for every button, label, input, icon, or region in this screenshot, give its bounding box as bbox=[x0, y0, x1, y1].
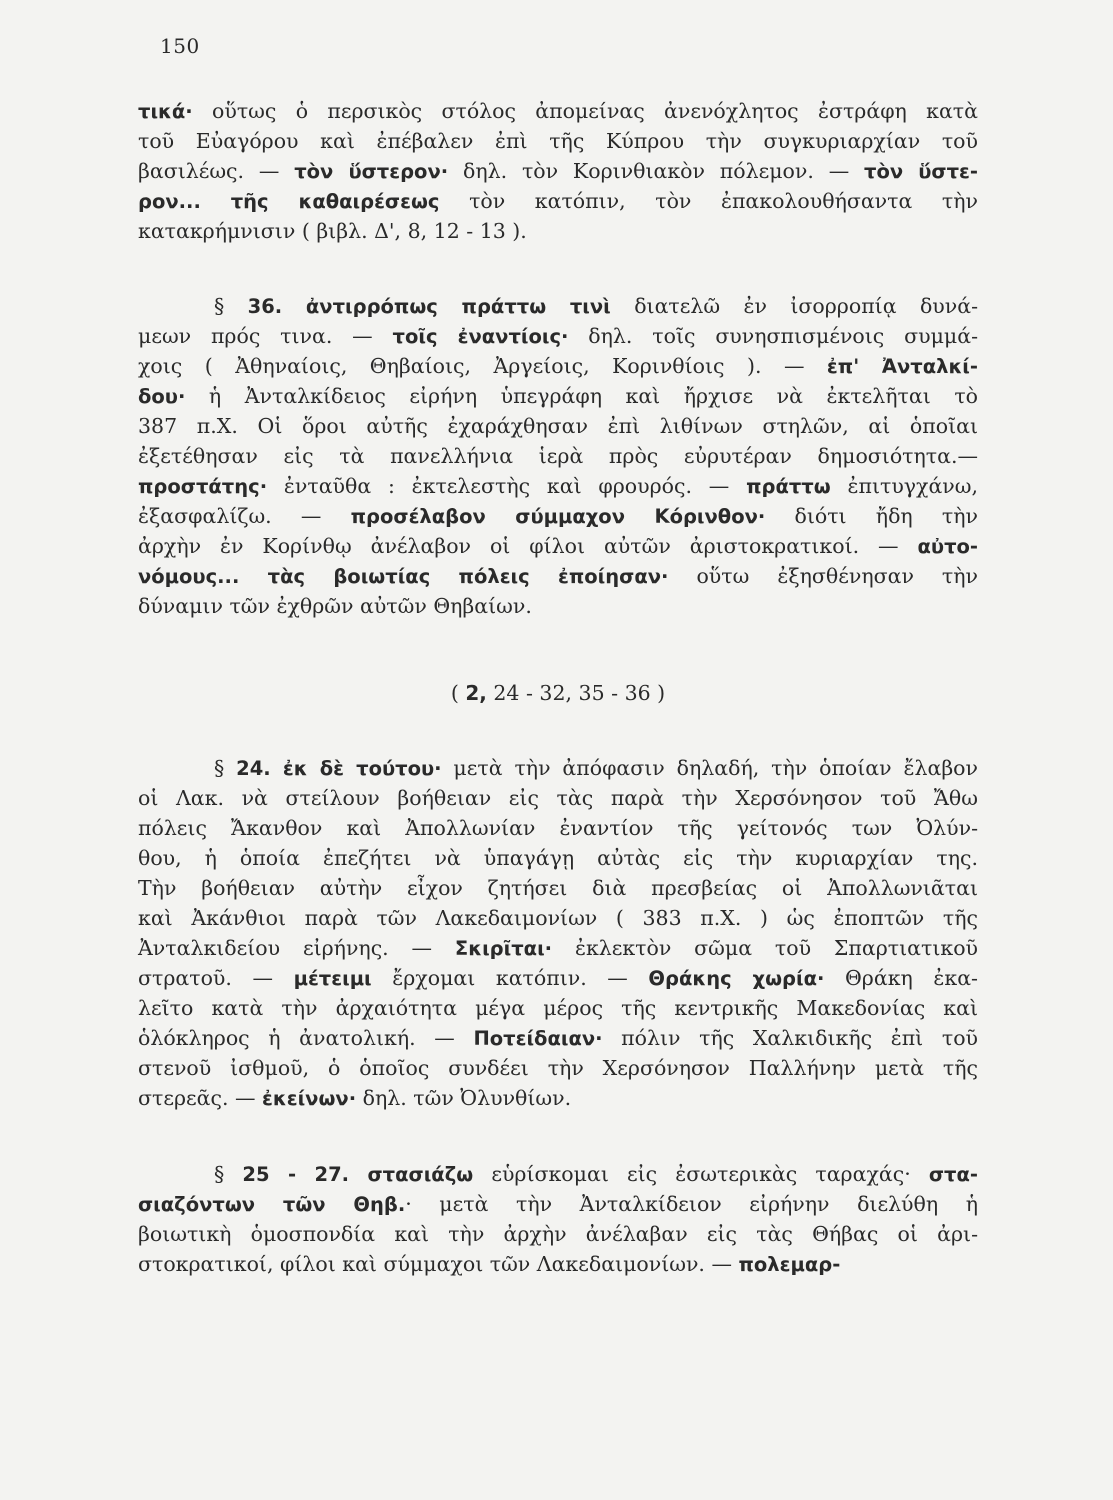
lemma-bold: αὐτο- bbox=[917, 535, 978, 558]
text-segment: κατακρήμνισιν ( βιβλ. Δ', 8, 12 - 13 ). bbox=[138, 219, 527, 243]
text-segment: · μετὰ τὴν Ἀνταλκίδειον εἰρήνην διελύθη ἡ bbox=[405, 1192, 978, 1216]
text-segment: ἐνταῦθα : ἐκτελεστὴς καὶ φρουρός. — bbox=[267, 474, 747, 498]
text-line bbox=[138, 591, 978, 621]
text-segment: § bbox=[214, 294, 248, 318]
text-line bbox=[138, 561, 978, 591]
lemma-bold: προστάτης· bbox=[138, 475, 268, 498]
paragraph-section-25-27 bbox=[138, 1159, 978, 1279]
text-segment: εὑρίσκομαι εἰς ἐσωτερικὰς ταραχάς· bbox=[473, 1162, 929, 1186]
text-line bbox=[138, 873, 978, 903]
text-segment: τοῦ Εὐαγόρου καὶ ἐπέβαλεν ἐπὶ τῆς Κύπρου τὴν συγκυριαρχίαν τοῦ bbox=[138, 129, 978, 153]
text-segment: ἐξασφαλίζω. — bbox=[138, 504, 351, 528]
lemma-bold: δου· bbox=[138, 385, 186, 408]
text-line bbox=[138, 126, 978, 156]
heading-open: ( bbox=[450, 681, 466, 705]
lemma-bold: ἐπ' Ἀνταλκί- bbox=[826, 355, 979, 378]
text-segment: ἀρχὴν ἐν Κορίνθῳ ἀνέλαβον οἱ φίλοι αὐτῶν ἀριστοκρατικοί. — bbox=[138, 534, 918, 558]
text-segment: θου, ἡ ὁποία ἐπεζήτει νὰ ὑπαγάγῃ αὐτὰς εἰς τὴν κυριαρχίαν της. bbox=[138, 846, 978, 870]
lemma-bold: Θράκης χωρία· bbox=[648, 967, 825, 990]
text-segment: § bbox=[214, 1162, 243, 1186]
lemma-bold: πολεμαρ- bbox=[738, 1253, 841, 1276]
paragraph-section-24 bbox=[138, 753, 978, 1113]
text-segment: βοιωτικὴ ὁμοσπονδία καὶ τὴν ἀρχὴν ἀνέλαβαν εἰς τὰς Θήβας οἱ ἀρι- bbox=[138, 1222, 978, 1246]
text-segment: μεων πρός τινα. — bbox=[138, 324, 393, 348]
text-line bbox=[138, 501, 978, 531]
text-segment: 387 π.Χ. Οἱ ὅροι αὐτῆς ἐχαράχθησαν ἐπὶ λιθίνων στηλῶν, αἱ ὁποῖαι bbox=[138, 414, 978, 438]
text-line bbox=[138, 381, 978, 411]
text-line bbox=[138, 321, 978, 351]
text-segment: στενοῦ ἰσθμοῦ, ὁ ὁποῖος συνδέει τὴν Χερσόνησον Παλλήνην μετὰ τῆς bbox=[138, 1056, 978, 1080]
lemma-bold: τικά· bbox=[138, 100, 193, 123]
text-line bbox=[138, 156, 978, 186]
text-segment: Τὴν βοήθειαν αὐτὴν εἶχον ζητήσει διὰ πρεσβείας οἱ Ἀπολλωνιᾶται bbox=[138, 876, 978, 900]
lemma-bold: 24. ἐκ δὲ τούτου· bbox=[236, 757, 442, 780]
text-segment: Θράκη ἐκα- bbox=[824, 966, 978, 990]
text-segment: δύναμιν τῶν ἐχθρῶν αὐτῶν Θηβαίων. bbox=[138, 594, 532, 618]
lemma-bold: νόμους... τὰς βοιωτίας πόλεις ἐποίησαν· bbox=[138, 565, 669, 588]
heading-book: 2, bbox=[465, 681, 487, 705]
text-segment: στερεᾶς. — bbox=[138, 1086, 263, 1110]
text-line bbox=[138, 186, 978, 216]
text-segment: δηλ. τῶν Ὀλυνθίων. bbox=[356, 1086, 572, 1110]
text-segment: διότι ἤδη τὴν bbox=[765, 504, 978, 528]
text-segment: στρατοῦ. — bbox=[138, 966, 294, 990]
lemma-bold: Ποτείδαιαν· bbox=[473, 1027, 603, 1050]
lemma-bold: τοῖς ἐναντίοις· bbox=[392, 325, 569, 348]
lemma-bold: ρον... τῆς καθαιρέσεως bbox=[138, 190, 440, 213]
lemma-bold: τὸν ὕστε- bbox=[864, 160, 979, 183]
lemma-bold: μέτειμι bbox=[293, 967, 372, 990]
text-line bbox=[138, 1219, 978, 1249]
text-segment: ἐπιτυγχάνω, bbox=[830, 474, 978, 498]
text-line bbox=[138, 411, 978, 441]
text-segment: οὕτω ἐξησθένησαν τὴν bbox=[668, 564, 978, 588]
lemma-bold: τὸν ὕστερον· bbox=[294, 160, 449, 183]
text-line bbox=[138, 903, 978, 933]
paragraph-section-36 bbox=[138, 291, 978, 621]
text-segment: διατελῶ ἐν ἰσορροπίᾳ δυνά- bbox=[610, 294, 978, 318]
text-segment: § bbox=[214, 756, 237, 780]
text-segment: οἱ Λακ. νὰ στείλουν βοήθειαν εἰς τὰς παρὰ τὴν Χερσόνησον τοῦ Ἄθω bbox=[138, 786, 978, 810]
text-line bbox=[138, 1189, 978, 1219]
text-line bbox=[138, 783, 978, 813]
lemma-bold: 25 - 27. στασιάζω bbox=[242, 1163, 474, 1186]
text-segment: πόλιν τῆς Χαλκιδικῆς ἐπὶ τοῦ bbox=[602, 1026, 979, 1050]
text-line bbox=[138, 441, 978, 471]
lemma-bold: πράττω bbox=[746, 475, 831, 498]
text-line bbox=[138, 753, 978, 783]
lemma-bold: προσέλαβον σύμμαχον Κόρινθον· bbox=[350, 505, 766, 528]
text-line bbox=[138, 1083, 978, 1113]
text-segment: ὁλόκληρος ἡ ἀνατολική. — bbox=[138, 1026, 474, 1050]
text-segment: καὶ Ἀκάνθιοι παρὰ τῶν Λακεδαιμονίων ( 383 π.Χ. ) ὡς ἐποπτῶν τῆς bbox=[138, 906, 978, 930]
text-line bbox=[138, 1249, 978, 1279]
text-segment: ἡ Ἀνταλκίδειος εἰρήνη ὑπεγράφη καὶ ἤρχισε νὰ ἐκτελῆται τὸ bbox=[185, 384, 978, 408]
text-segment: δηλ. τὸν Κορινθιακὸν πόλεμον. — bbox=[448, 159, 865, 183]
section-heading bbox=[138, 678, 978, 708]
text-segment: ἐκλεκτὸν σῶμα τοῦ Σπαρτιατικοῦ bbox=[552, 936, 978, 960]
text-line bbox=[138, 96, 978, 126]
text-line bbox=[138, 531, 978, 561]
lemma-bold: σιαζόντων τῶν Θηβ. bbox=[138, 1193, 406, 1216]
text-line bbox=[138, 471, 978, 501]
text-segment: ἐξετέθησαν εἰς τὰ πανελλήνια ἱερὰ πρὸς εὐρυτέραν δημοσιότητα.— bbox=[138, 444, 978, 468]
text-segment: λεῖτο κατὰ τὴν ἀρχαιότητα μέγα μέρος τῆς κεντρικῆς Μακεδονίας καὶ bbox=[138, 996, 978, 1020]
text-line bbox=[138, 1159, 978, 1189]
text-segment: ἔρχομαι κατόπιν. — bbox=[371, 966, 649, 990]
lemma-bold: ἐκείνων· bbox=[262, 1087, 357, 1110]
text-line bbox=[138, 216, 978, 246]
text-segment: τὸν κατόπιν, τὸν ἐπακολουθήσαντα τὴν bbox=[439, 189, 979, 213]
text-segment: πόλεις Ἄκανθον καὶ Ἀπολλωνίαν ἐναντίον τῆς γείτονός των Ὀλύν- bbox=[138, 816, 978, 840]
page-text bbox=[138, 96, 978, 1279]
text-segment: οὕτως ὁ περσικὸς στόλος ἀπομείνας ἀνενόχλητος ἐστράφη κατὰ bbox=[192, 99, 978, 123]
lemma-bold: στα- bbox=[928, 1163, 978, 1186]
text-line bbox=[138, 843, 978, 873]
text-segment: δηλ. τοῖς συνησπισμένοις συμμά- bbox=[568, 324, 978, 348]
text-line bbox=[138, 933, 978, 963]
lemma-bold: Σκιρῖται· bbox=[454, 937, 553, 960]
text-line bbox=[138, 291, 978, 321]
text-segment: Ἀνταλκιδείου εἰρήνης. — bbox=[138, 936, 455, 960]
text-segment: βασιλέως. — bbox=[138, 159, 295, 183]
text-line bbox=[138, 993, 978, 1023]
text-segment: μετὰ τὴν ἀπόφασιν δηλαδή, τὴν ὁποίαν ἔλαβον bbox=[441, 756, 978, 780]
text-segment: στοκρατικοί, φίλοι καὶ σύμμαχοι τῶν Λακεδαιμονίων. — bbox=[138, 1252, 739, 1276]
text-line bbox=[138, 1053, 978, 1083]
paragraph-commentary-continued bbox=[138, 96, 978, 246]
text-line bbox=[138, 1023, 978, 1053]
text-line bbox=[138, 351, 978, 381]
text-segment: χοις ( Ἀθηναίοις, Θηβαίοις, Ἀργείοις, Κορινθίοις ). — bbox=[138, 354, 827, 378]
heading-range: 24 - 32, 35 - 36 ) bbox=[486, 681, 666, 705]
lemma-bold: 36. ἀντιρρόπως πράττω τινὶ bbox=[247, 295, 611, 318]
text-line bbox=[138, 963, 978, 993]
text-line bbox=[138, 813, 978, 843]
page-number: 150 bbox=[160, 34, 200, 58]
